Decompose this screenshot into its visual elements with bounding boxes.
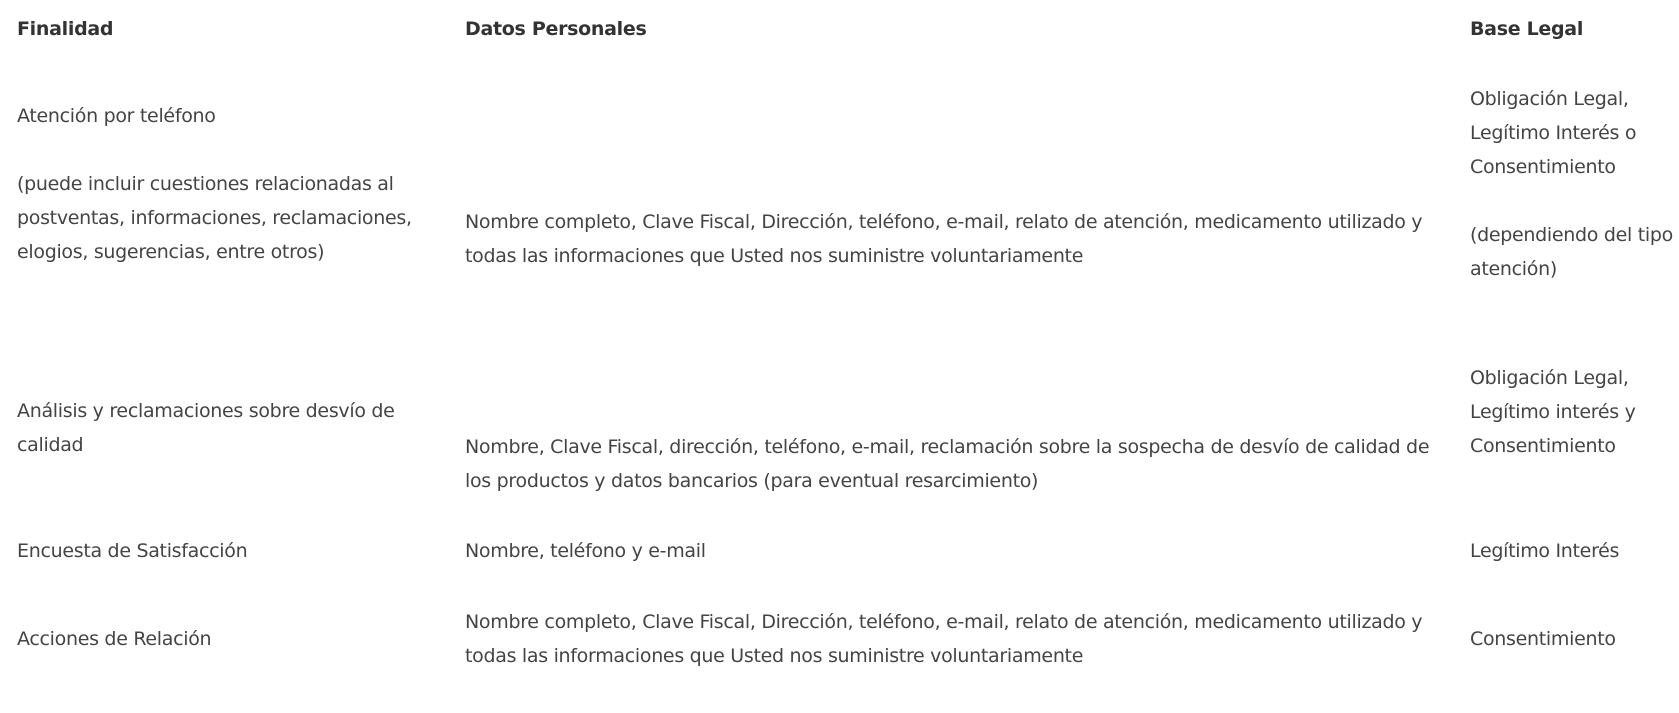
row-1-finalidad-note: (puede incluir cuestiones relacionadas al postventas, informaciones, reclamaciones, elogios, sugerencias, entre otros) (17, 173, 412, 263)
row-3-finalidad: Encuesta de Satisfacción (17, 540, 248, 562)
row-2-datos: Nombre, Clave Fiscal, dirección, teléfono, e-mail, reclamación sobre la sospecha de desvío de calidad de los productos y datos bancarios (para eventual resarcimiento) (465, 436, 1430, 492)
row-4-datos: Nombre completo, Clave Fiscal, Dirección, teléfono, e-mail, relato de atención, medicamento utilizado y todas las informaciones que Usted nos suministre voluntariamente (465, 611, 1423, 667)
spacer (1470, 184, 1675, 218)
row-3-base: Legítimo Interés (1470, 540, 1620, 562)
row-4-base: Consentimiento (1470, 628, 1616, 650)
row-1-finalidad-title: Atención por teléfono (17, 105, 216, 127)
header-base-legal: Base Legal (1470, 18, 1584, 40)
row-1-base-title: Obligación Legal, Legítimo Interés o Consentimiento (1470, 88, 1637, 178)
row-1-base-note: (dependiendo del tipo atención) (1470, 224, 1673, 280)
header-datos-personales: Datos Personales (465, 18, 647, 40)
spacer (17, 133, 447, 167)
row-4-finalidad: Acciones de Relación (17, 628, 212, 650)
row-1-finalidad (17, 99, 447, 269)
row-2-base: Obligación Legal, Legítimo interés y Consentimiento (1470, 367, 1636, 457)
row-2-finalidad: Análisis y reclamaciones sobre desvío de calidad (17, 400, 395, 456)
header-finalidad: Finalidad (17, 18, 114, 40)
row-1-base (1470, 82, 1675, 286)
row-1-datos: Nombre completo, Clave Fiscal, Dirección, teléfono, e-mail, relato de atención, medicamento utilizado y todas las informaciones que Usted nos suministre voluntariamente (465, 211, 1423, 267)
row-3-datos: Nombre, teléfono y e-mail (465, 540, 706, 562)
